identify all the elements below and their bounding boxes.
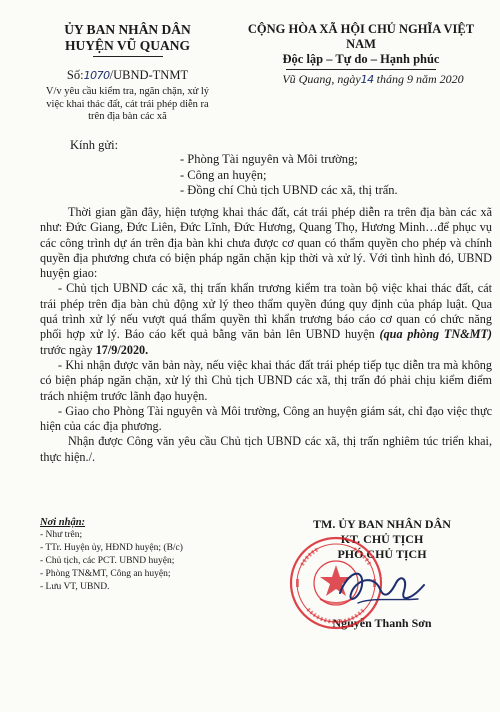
body-paragraph-4: - Giao cho Phòng Tài nguyên và Môi trường, Công an huyện giám sát, chỉ đạo việc thực hiện của các địa phương.	[40, 403, 492, 434]
issuer-underline	[93, 56, 163, 57]
distribution-item: - TTr. Huyện ủy, HĐND huyện; (B/c)	[40, 543, 183, 553]
signature-icon	[300, 555, 450, 625]
national-header	[232, 22, 490, 70]
country-name: CỘNG HÒA XÃ HỘI CHỦ NGHĨA VIỆT NAM	[247, 22, 475, 51]
body-paragraph-3: - Khi nhận được văn bản này, nếu việc khai thác đất trái phép tiếp tục diễn tra mà không có biện pháp ngăn chặn, xử lý thì Chủ tịch UBND các xã, thị trấn đó phải chịu kiểm điểm trách nhiệm trước lãnh đạo huyện.	[40, 357, 492, 403]
recipient-item: - Đồng chí Chủ tịch UBND các xã, thị trấn.	[180, 183, 398, 197]
motto-underline	[286, 69, 436, 70]
p2-text: - Chủ tịch UBND các xã, thị trấn khẩn trương kiểm tra toàn bộ việc khai thác đất, cát trái phép trên địa bàn chủ động xử lý theo thẩm quyền đúng quy định của pháp luật. Qua quá trình xử lý nếu vượt quá thẩm quyền thì khẩn trương báo cáo cơ quan có chức năng phối hợp xử lý. Báo cáo kết quả bằng văn bản lên UBND huyện	[40, 281, 492, 342]
p2-deadline: 17/9/2020.	[95, 342, 149, 357]
distribution-item: - Như trên;	[40, 530, 83, 540]
distribution-item: - Phòng TN&MT, Công an huyện;	[40, 569, 171, 579]
doc-number-prefix: Số:	[66, 68, 84, 82]
distribution-item: - Chủ tịch, các PCT. UBND huyện;	[40, 556, 175, 566]
document-date	[258, 72, 488, 87]
national-motto: Độc lập – Tự do – Hạnh phúc	[282, 52, 440, 66]
recipient-item: - Phòng Tài nguyên và Môi trường;	[180, 152, 358, 166]
recipient-item: - Công an huyện;	[180, 167, 267, 182]
body-paragraph-1: Thời gian gần đây, hiện tượng khai thác đất, cát trái phép diễn ra trên địa bàn các xã như: Đức Giang, Đức Liên, Đức Lĩnh, Đức Hương, Quang Thọ, Hương Minh…để phục vụ các công trình dự án trên địa bàn khi chưa được cơ quan có thẩm quyền cho phép và chính quyền địa phương chưa có biện pháp ngăn chặn kịp thời và xử lý. Với tình hình đó, UBND huyện giao:	[40, 205, 492, 281]
distribution-item: - Lưu VT, UBND.	[40, 582, 110, 592]
distribution-list	[40, 516, 260, 594]
signer-org: TM. ỦY BAN NHÂN DÂN	[313, 517, 451, 531]
doc-number-suffix: /UBND-TNMT	[109, 68, 189, 82]
date-day-handwritten: 14	[360, 73, 374, 86]
body-paragraph-5: Nhận được Công văn yêu cầu Chủ tịch UBND các xã, thị trấn nghiêm túc triển khai, thực hiện./.	[40, 434, 492, 464]
p2-via-dept: (qua phòng TN&MT)	[379, 327, 492, 342]
body-paragraph-2	[40, 281, 492, 357]
issuer-line1: ỦY BAN NHÂN DÂN	[64, 22, 191, 37]
p2-before: trước ngày	[40, 342, 93, 357]
distribution-heading: Nơi nhận:	[40, 517, 86, 528]
addressee-label: Kính gửi:	[70, 138, 119, 152]
issuer-block	[40, 22, 215, 57]
date-prefix: Vũ Quang, ngày	[282, 72, 361, 86]
document-body	[40, 205, 492, 465]
issuer-line2: HUYỆN VŨ QUANG	[64, 38, 190, 53]
signer-name: Nguyễn Thanh Sơn	[332, 616, 432, 630]
date-suffix: tháng 9 năm 2020	[376, 72, 464, 86]
document-subject: V/v yêu cầu kiểm tra, ngăn chặn, xử lý việc khai thác đất, cát trái phép diễn ra trên địa bàn các xã	[45, 86, 210, 122]
signer-role-kt: KT. CHỦ TỊCH	[340, 532, 424, 546]
doc-number-handwritten: 1070	[83, 69, 110, 82]
document-number	[40, 68, 215, 83]
recipient-list	[180, 152, 398, 199]
signer-title: PHÓ CHỦ TỊCH	[337, 547, 427, 561]
